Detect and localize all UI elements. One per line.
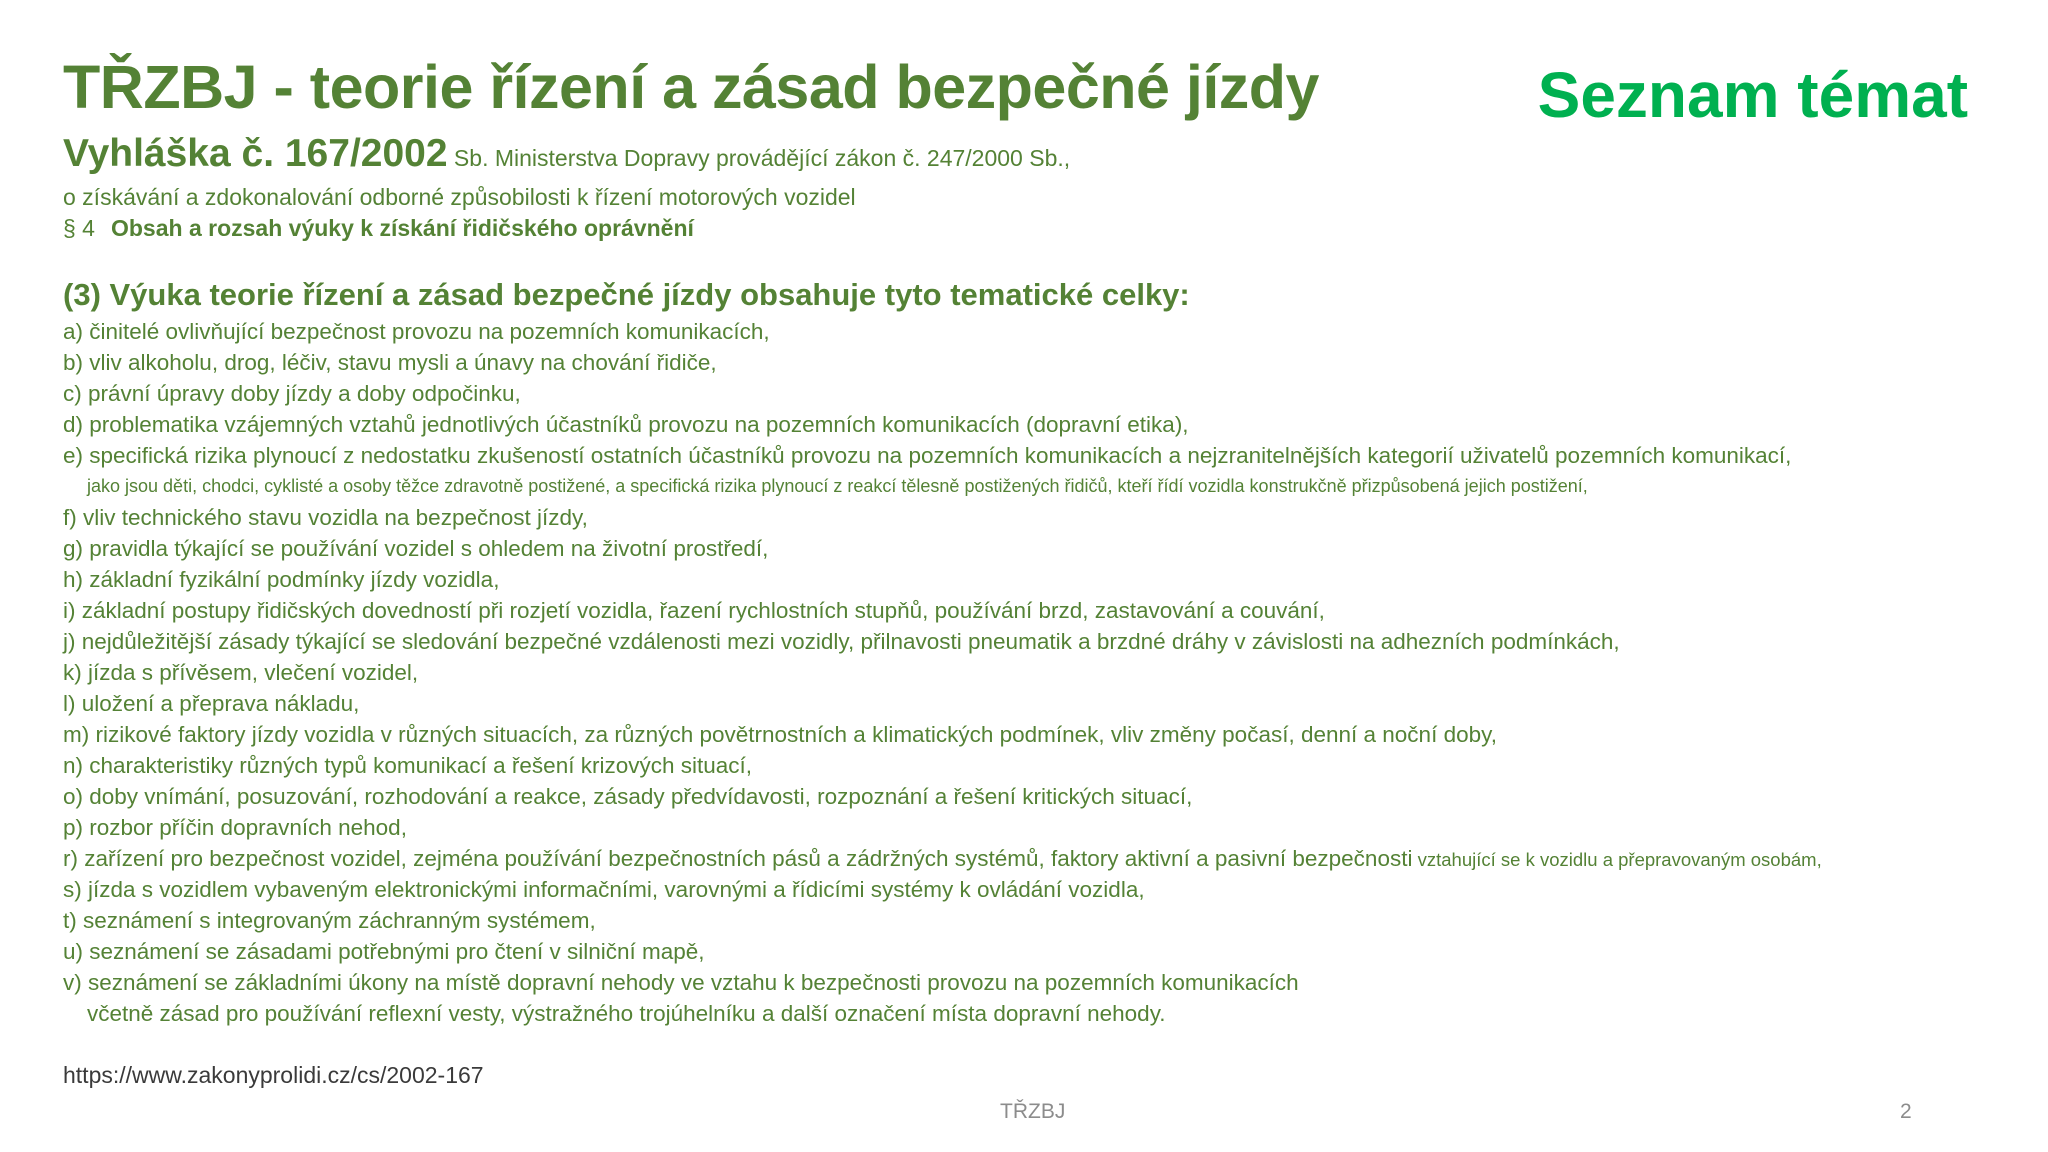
section-title: Obsah a rozsah výuky k získání řidičského oprávnění — [110, 215, 694, 241]
topic-list — [63, 316, 1822, 1029]
law-number: Vyhláška č. 167/2002 — [63, 132, 448, 175]
topic-item: t) seznámení s integrovaným záchranným systémem, — [63, 908, 596, 933]
law-section — [63, 215, 694, 242]
topic-item: k) jízda s přívěsem, vlečení vozidel, — [63, 660, 419, 685]
topic-item: g) pravidla týkající se používání vozidel s ohledem na životní prostředí, — [63, 536, 769, 561]
topic-item: d) problematika vzájemných vztahů jednotlivých účastníků provozu na pozemních komunikacích (dopravní etika), — [63, 412, 1189, 437]
topic-item: p) rozbor příčin dopravních nehod, — [63, 815, 407, 840]
topic-item: a) činitelé ovlivňující bezpečnost provozu na pozemních komunikacích, — [63, 319, 770, 344]
footer-label: TŘZBJ — [1000, 1100, 1066, 1123]
topic-item-continuation: včetně zásad pro používání reflexní vesty, výstražného trojúhelníku a další označení místa dopravní nehody. — [87, 1001, 1166, 1026]
topic-item-text: r) zařízení pro bezpečnost vozidel, zejména používání bezpečnostních pásů a zádržných systémů, faktory aktivní a pasivní bezpečnosti — [63, 846, 1413, 871]
law-description-line2: o získávání a zdokonalování odborné způsobilosti k řízení motorových vozidel — [63, 184, 856, 210]
page-number: 2 — [1900, 1100, 1912, 1123]
topic-item: u) seznámení se zásadami potřebnými pro čtení v silniční mapě, — [63, 939, 705, 964]
law-reference — [63, 132, 1070, 176]
topic-item: j) nejdůležitější zásady týkající se sledování bezpečné vzdálenosti mezi vozidly, přilnavosti pneumatik a brzdné dráhy v závislosti na adhezních podmínkách, — [63, 629, 1620, 654]
topic-item: h) základní fyzikální podmínky jízdy vozidla, — [63, 567, 500, 592]
topic-item: n) charakteristiky různých typů komunikací a řešení krizových situací, — [63, 753, 753, 778]
topic-item: f) vliv technického stavu vozidla na bezpečnost jízdy, — [63, 505, 588, 530]
topic-list-title: Seznam témat — [1537, 59, 1968, 131]
topic-item — [63, 843, 1822, 874]
slide-title: TŘZBJ - teorie řízení a zásad bezpečné jízdy — [63, 53, 1319, 121]
topic-item: b) vliv alkoholu, drog, léčiv, stavu mysli a únavy na chování řidiče, — [63, 350, 717, 375]
topics-heading: (3) Výuka teorie řízení a zásad bezpečné jízdy obsahuje tyto tematické celky: — [63, 277, 1190, 312]
topic-item: o) doby vnímání, posuzování, rozhodování a reakce, zásady předvídavosti, rozpoznání a řešení kritických situací, — [63, 784, 1193, 809]
topic-item: i) základní postupy řidičských dovedností při rozjetí vozidla, řazení rychlostních stupňů, používání brzd, zastavování a couvání, — [63, 598, 1325, 623]
section-number: § 4 — [63, 215, 95, 241]
topic-item: l) uložení a přeprava nákladu, — [63, 691, 360, 716]
topic-item: e) specifická rizika plynoucí z nedostatku zkušeností ostatních účastníků provozu na pozemních komunikacích a nejzranitelnějších kategorií uživatelů pozemních komunikací, — [63, 443, 1792, 468]
topic-item-continuation: jako jsou děti, chodci, cyklisté a osoby těžce zdravotně postižené, a specifická rizika plynoucí z reakcí tělesně postižených řidičů, kteří řídí vozidla konstrukčně přizpůsobená jejich postižení, — [87, 476, 1588, 496]
topic-item: v) seznámení se základními úkony na místě dopravní nehody ve vztahu k bezpečnosti provozu na pozemních komunikacích — [63, 970, 1299, 995]
topic-item: s) jízda s vozidlem vybaveným elektronickými informačními, varovnými a řídicími systémy k ovládání vozidla, — [63, 877, 1145, 902]
topic-item: m) rizikové faktory jízdy vozidla v různých situacích, za různých povětrnostních a klimatických podmínek, vliv změny počasí, denní a noční doby, — [63, 722, 1497, 747]
law-description: Sb. Ministerstva Dopravy provádějící zákon č. 247/2000 Sb., — [447, 145, 1071, 171]
topic-item: c) právní úpravy doby jízdy a doby odpočinku, — [63, 381, 521, 406]
topic-item-tail: vztahující se k vozidlu a přepravovaným osobám, — [1412, 849, 1822, 870]
source-url[interactable]: https://www.zakonyprolidi.cz/cs/2002-167 — [63, 1062, 484, 1088]
